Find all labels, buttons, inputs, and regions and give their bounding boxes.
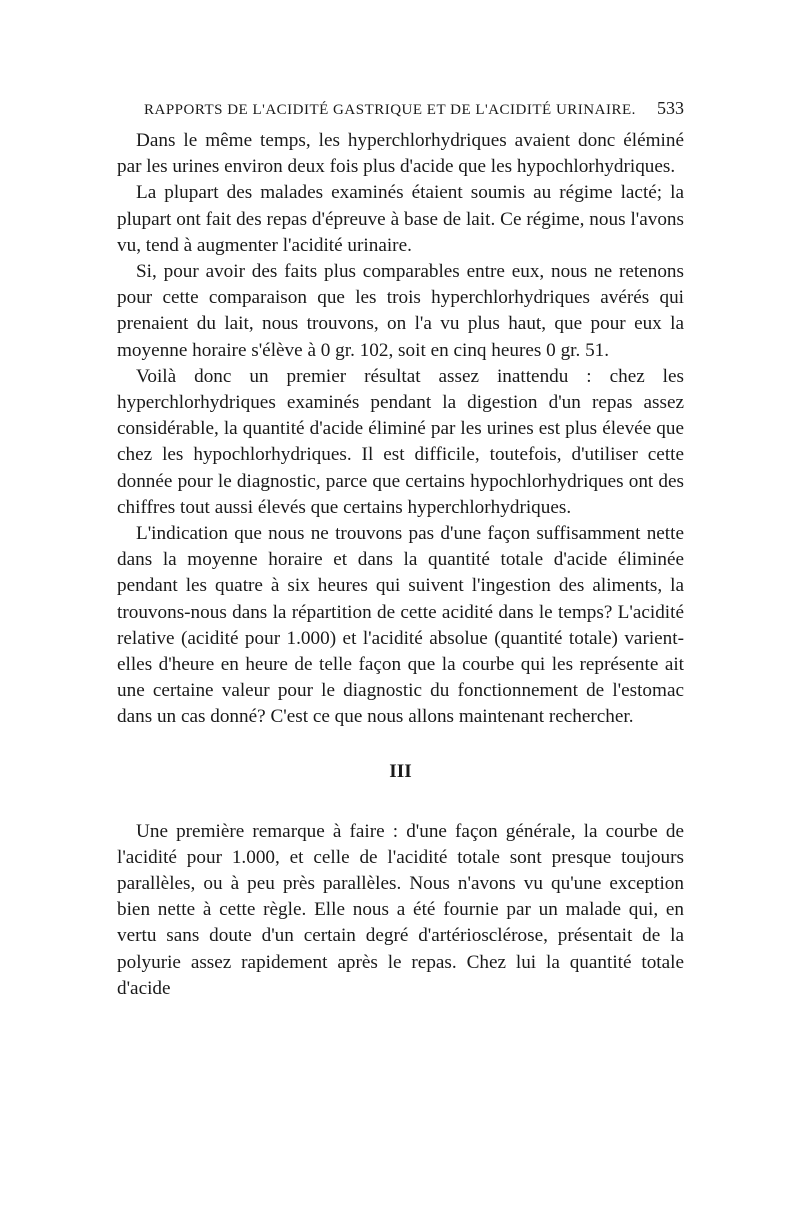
paragraph-6: Une première remarque à faire : d'une façon générale, la courbe de l'acidité pour 1.000, et celle de l'acidité totale sont presque toujours parallèles, ou à peu près parallèles. Nous n'avons vu qu'une exception bien nette à cette règle. Elle nous a été fournie par un malade qui, en vertu sans doute d'un certain degré d'artériosclérose, présentait de la polyurie assez rapidement après le repas. Chez lui la quantité totale d'acide — [117, 820, 684, 999]
paragraph-2: La plupart des malades examinés étaient soumis au régime lacté; la plupart ont fait des repas d'épreuve à base de lait. Ce régime, nous l'avons vu, tend à augmenter l'acidité urinaire. — [117, 182, 684, 256]
page-number: 533 — [657, 98, 684, 118]
paragraph-5: L'indication que nous ne trouvons pas d'une façon suffisamment nette dans la moyenne horaire et dans la quantité totale d'acide éliminée pendant les quatre à six heures qui suivent l'ingestion des aliments, la trouvons-nous dans la répartition de cette acidité dans le temps? L'acidité relative (acidité pour 1.000) et l'acidité absolue (quantité totale) varient-elles d'heure en heure de telle façon que la courbe qui les représente ait une certaine valeur pour le diagnostic du fonctionnement de l'estomac dans un cas donné? C'est ce que nous allons maintenant rechercher. — [117, 523, 684, 728]
section-heading: III — [389, 760, 412, 782]
running-title: RAPPORTS DE L'ACIDITÉ GASTRIQUE ET DE L'ACIDITÉ URINAIRE. — [144, 102, 636, 118]
paragraph-1: Dans le même temps, les hyperchlorhydriques avaient donc éléminé par les urines environ deux fois plus d'acide que les hypochlorhydriques. — [117, 130, 684, 178]
body-text — [117, 128, 684, 1002]
paragraph-3: Si, pour avoir des faits plus comparables entre eux, nous ne retenons pour cette comparaison que les trois hyperchlorhydriques avérés qui prenaient du lait, nous trouvons, on l'a vu plus haut, que pour eux la moyenne horaire s'élève à 0 gr. 102, soit en cinq heures 0 gr. 51. — [117, 261, 684, 361]
running-head — [144, 98, 684, 122]
paragraph-4: Voilà donc un premier résultat assez inattendu : chez les hyperchlorhydriques examinés pendant la digestion d'un repas assez considérable, la quantité d'acide éliminé par les urines est plus élevée que chez les hypochlorhydriques. Il est difficile, toutefois, d'utiliser cette donnée pour le diagnostic, parce que certains hypochlorhydriques ont des chiffres tout aussi élevés que certains hyperchlorhydriques. — [117, 365, 684, 518]
